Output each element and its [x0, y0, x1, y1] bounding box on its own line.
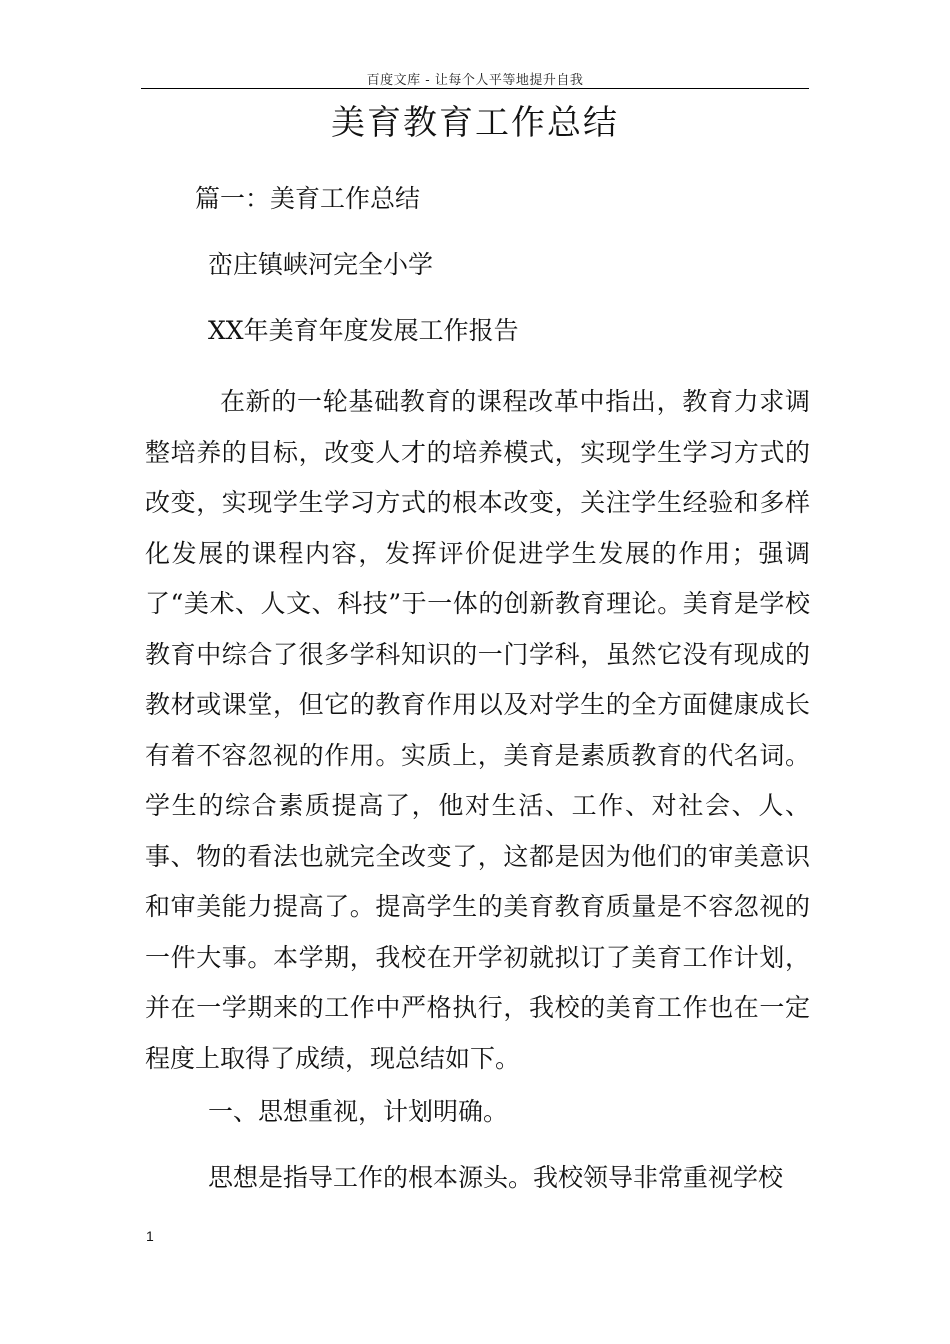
document-title: 美育教育工作总结 — [331, 103, 619, 143]
school-name: 峦庄镇峡河完全小学 — [208, 250, 434, 279]
chapter-heading: 篇一：美育工作总结 — [195, 184, 421, 213]
report-title: XX年美育年度发展工作报告 — [208, 316, 519, 345]
section-heading-1: 一、思想重视，计划明确。 — [208, 1097, 509, 1126]
body-paragraph-2: 思想是指导工作的根本源头。我校领导非常重视学校 — [208, 1163, 784, 1192]
page-number: 1 — [146, 1228, 154, 1244]
body-paragraph-1: 在新的一轮基础教育的课程改革中指出，教育力求调整培养的目标，改变人才的培养模式，实现学生学习方式的改变，实现学生学习方式的根本改变，关注学生经验和多样化发展的课程内容，发挥评价促进学生发展的作用；强调了“美术、人文、科技”于一体的创新教育理论。美育是学校教育中综合了很多学科知识的一门学科，虽然它没有现成的教材或课堂，但它的教育作用以及对学生的全方面健康成长有着不容忽视的作用。实质上，美育是素质教育的代名词。学生的综合素质提高了，他对生活、工作、对社会、人、事、物的看法也就完全改变了，这都是因为他们的审美意识和审美能力提高了。提高学生的美育教育质量是不容忽视的一件大事。本学期，我校在开学初就拟订了美育工作计划，并在一学期来的工作中严格执行，我校的美育工作也在一定程度上取得了成绩，现总结如下。 — [145, 387, 810, 1073]
header-divider — [141, 88, 809, 89]
page-header: 百度文库 - 让每个人平等地提升自我 — [366, 73, 584, 88]
